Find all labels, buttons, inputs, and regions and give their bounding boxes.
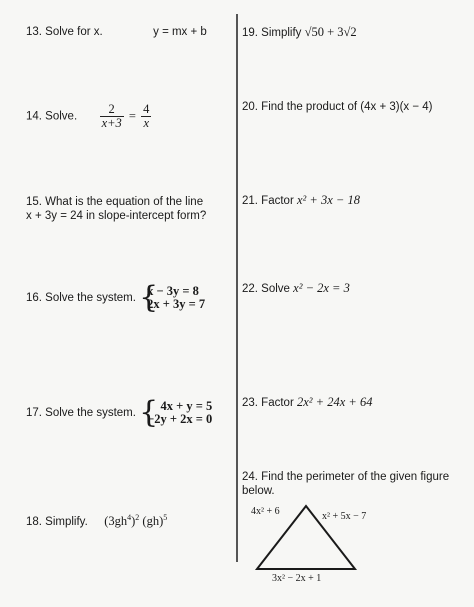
system-equation-1: x − 3y = 8 (147, 284, 199, 298)
question-22-label: 22. Solve (242, 283, 290, 295)
question-19-expression: √50 + 3√2 (304, 25, 357, 39)
term-2: (gh) (142, 514, 164, 529)
fraction-left-numerator: 2 (100, 103, 124, 117)
question-13-equation: y = mx + b (153, 26, 207, 38)
question-19 (242, 25, 357, 40)
question-17 (26, 395, 213, 430)
system-equation-2: 2x + 3y = 7 (147, 297, 206, 311)
brace-icon: { (139, 395, 159, 430)
question-23-expression: 2x² + 24x + 64 (296, 395, 373, 409)
fraction-left (100, 103, 124, 130)
question-14-label: 14. Solve. (26, 110, 78, 123)
system-equation-2: −2y + 2x = 0 (147, 412, 213, 426)
fraction-right-denominator: x (143, 116, 150, 130)
triangle-side-bottom-label: 3x² − 2x + 1 (272, 573, 322, 584)
question-15 (26, 195, 206, 223)
question-22-expression: x² − 2x = 3 (293, 281, 350, 295)
question-24 (242, 470, 449, 498)
question-23 (242, 395, 372, 410)
equals-sign: = (128, 109, 136, 124)
question-21 (242, 193, 360, 208)
question-14-equation (98, 102, 154, 130)
fraction-left-denominator: x+3 (101, 116, 122, 130)
triangle-figure (240, 500, 440, 600)
exponent-2: 2 (135, 513, 140, 522)
fraction-right (141, 103, 151, 130)
question-20 (242, 100, 433, 114)
question-17-label: 17. Solve the system. (26, 407, 136, 419)
question-13 (26, 25, 207, 39)
question-15-line-2: x + 3y = 24 in slope-intercept form? (26, 210, 207, 222)
system-equation-1: 4x + y = 5 (160, 399, 213, 413)
exponent-3: 5 (163, 513, 168, 522)
question-20-text: 20. Find the product of (4x + 3)(x − 4) (242, 101, 433, 113)
question-16-label: 16. Solve the system. (26, 292, 136, 304)
question-18-expression (104, 514, 167, 528)
term-1-close: ) (131, 514, 136, 529)
exponent-1: 4 (127, 513, 132, 522)
term-1: (3gh (104, 514, 128, 529)
question-24-line-2: below. (242, 485, 275, 497)
triangle-side-right-label: x² + 5x − 7 (322, 511, 367, 522)
question-17-system (139, 395, 213, 430)
question-18 (26, 511, 167, 529)
question-24-line-1: 24. Find the perimeter of the given figure (242, 471, 450, 483)
question-19-label: 19. Simplify (242, 27, 302, 39)
question-14 (26, 103, 153, 130)
brace-icon: { (139, 280, 159, 315)
question-15-line-1: 15. What is the equation of the line (26, 196, 204, 208)
question-22 (242, 281, 350, 296)
question-23-label: 23. Factor (242, 397, 294, 409)
question-21-label: 21. Factor (242, 195, 294, 207)
question-16 (26, 280, 206, 315)
question-16-system (139, 280, 206, 315)
triangle-side-left-label: 4x² + 6 (251, 506, 280, 517)
fraction-right-numerator: 4 (143, 102, 150, 116)
question-18-label: 18. Simplify. (26, 516, 88, 529)
question-13-label: 13. Solve for x. (26, 26, 103, 38)
question-21-expression: x² + 3x − 18 (296, 193, 360, 207)
column-divider (236, 14, 238, 562)
